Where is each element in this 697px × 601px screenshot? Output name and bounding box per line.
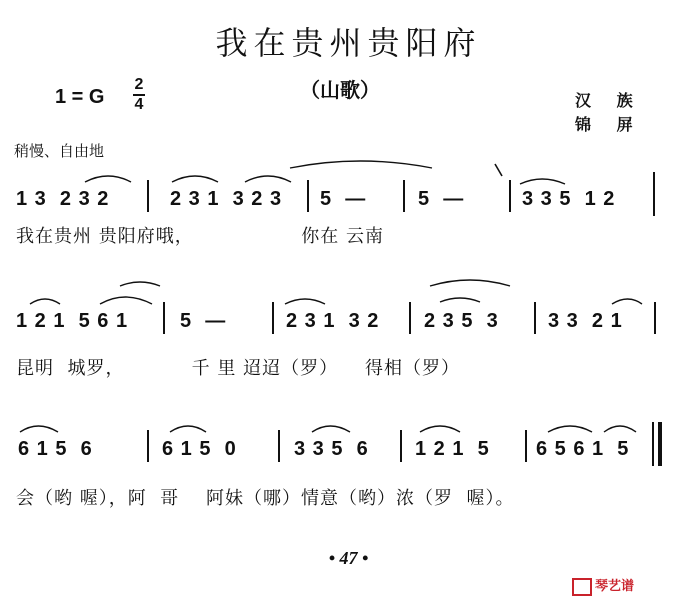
measure: 5 — [320, 188, 367, 210]
measure: 3 3 5 6 [294, 438, 369, 460]
time-signature [133, 76, 145, 114]
logo-icon [572, 578, 592, 596]
tempo-marking: 稍慢、自由地 [14, 142, 105, 160]
slur-marks [0, 272, 697, 312]
measure: 1 3 2 3 2 [16, 188, 110, 210]
measure: 5 — [180, 310, 227, 332]
watermark-text: 琴艺谱 [595, 579, 635, 594]
slur-marks [0, 150, 697, 190]
lyrics-line: 昆明 城罗， 千 里 迢迢（罗） 得相（罗） [16, 358, 460, 379]
page-number: • 47 • [328, 548, 369, 568]
measure: 6 5 6 1 5 [536, 438, 630, 460]
measure: 2 3 5 3 [424, 310, 499, 332]
ethnicity-credit: 汉 族 [575, 91, 643, 110]
genre-label: （山歌） [300, 78, 380, 102]
measure: 3 3 2 1 [548, 310, 623, 332]
measure: 5 — [418, 188, 465, 210]
measure: 6 1 5 6 [18, 438, 93, 460]
song-title: 我在贵州贵阳府 [215, 24, 482, 62]
measure: 2 3 1 3 2 3 [170, 188, 283, 210]
measure: 1 2 1 5 6 1 [16, 310, 129, 332]
arranger-credit: 锦 屏 [575, 115, 643, 134]
measure: 6 1 5 0 [162, 438, 237, 460]
key-signature: 1 = G [55, 86, 105, 108]
lyrics-line: 我在贵州 贵阳府哦， 你在 云南 [16, 226, 384, 247]
meter-bottom: 4 [134, 96, 144, 113]
measure: 2 3 1 3 2 [286, 310, 380, 332]
measure: 1 2 1 5 [415, 438, 490, 460]
slur-marks [0, 400, 697, 444]
measure: 3 3 5 1 2 [522, 188, 616, 210]
watermark-logo [572, 575, 634, 596]
lyrics-line: 会（哟 喔），阿 哥 阿妹（哪）情意（哟）浓（罗 喔）。 [16, 488, 515, 509]
meter-top: 2 [134, 76, 144, 93]
